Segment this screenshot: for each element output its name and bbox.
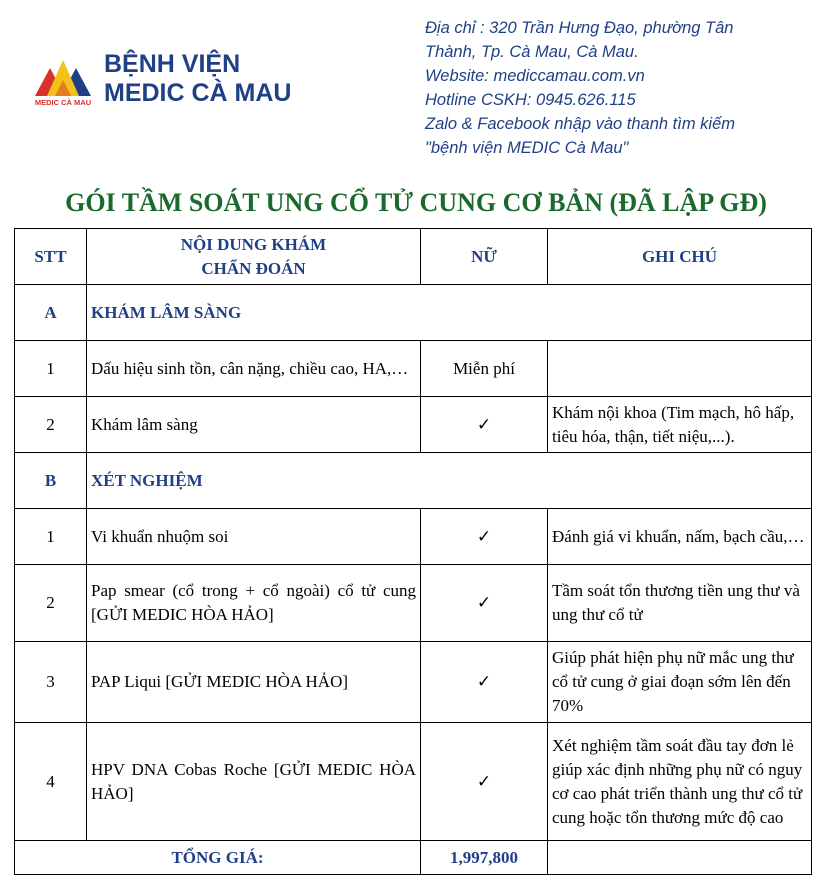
header-stt: STT <box>15 229 87 285</box>
table-row <box>15 565 812 642</box>
check-icon: ✓ <box>421 397 548 453</box>
total-label: TỔNG GIÁ: <box>15 841 421 875</box>
row-note: Xét nghiệm tầm soát đầu tay đơn lẻ giúp xác định những phụ nữ có nguy cơ cao phát triển thành ung thư cổ tử cung hoặc tổn thương mức độ cao <box>548 723 812 841</box>
section-name: KHÁM LÂM SÀNG <box>87 285 812 341</box>
hotline: Hotline CSKH: 0945.626.115 <box>425 91 636 109</box>
section-row-b <box>15 453 812 509</box>
header-content-line2: CHẨN ĐOÁN <box>201 258 306 278</box>
row-content: PAP Liqui [GỬI MEDIC HÒA HẢO] <box>87 642 421 723</box>
total-note-empty <box>548 841 812 875</box>
hospital-logo <box>33 50 93 108</box>
table-row <box>15 642 812 723</box>
check-icon: ✓ <box>421 565 548 642</box>
row-note <box>548 341 812 397</box>
row-stt: 4 <box>15 723 87 841</box>
address-line2: Thành, Tp. Cà Mau, Cà Mau. <box>425 43 639 61</box>
page-title: GÓI TẦM SOÁT UNG CỔ TỬ CUNG CƠ BẢN (ĐÃ LẬP GĐ) <box>65 188 767 217</box>
row-content: Khám lâm sàng <box>87 397 421 453</box>
row-note: Khám nội khoa (Tim mạch, hô hấp, tiêu hóa, thận, tiết niệu,...). <box>548 397 812 453</box>
row-content: Vi khuẩn nhuộm soi <box>87 509 421 565</box>
hospital-name <box>104 50 292 108</box>
row-stt: 3 <box>15 642 87 723</box>
row-stt: 2 <box>15 565 87 642</box>
table-row <box>15 341 812 397</box>
section-row-a <box>15 285 812 341</box>
table-row <box>15 723 812 841</box>
row-stt: 1 <box>15 341 87 397</box>
table-row <box>15 509 812 565</box>
check-icon: ✓ <box>421 509 548 565</box>
total-value: 1,997,800 <box>421 841 548 875</box>
row-content: Pap smear (cổ trong + cổ ngoài) cổ tử cung [GỬI MEDIC HÒA HẢO] <box>87 565 421 642</box>
header-content <box>87 229 421 285</box>
header-note: GHI CHÚ <box>548 229 812 285</box>
header-content-line1: NỘI DUNG KHÁM <box>180 234 327 254</box>
row-female-free: Miễn phí <box>421 341 548 397</box>
address-line1: Địa chỉ : 320 Trần Hưng Đạo, phường Tân <box>425 19 734 37</box>
hospital-name-line2: MEDIC CÀ MAU <box>104 79 292 107</box>
check-icon: ✓ <box>421 642 548 723</box>
section-name: XÉT NGHIỆM <box>87 453 812 509</box>
logo-text: MEDIC CÀ MAU <box>34 98 92 107</box>
website: Website: mediccamau.com.vn <box>425 67 645 85</box>
row-note: Tầm soát tổn thương tiền ung thư và ung thư cổ tử <box>548 565 812 642</box>
row-note: Giúp phát hiện phụ nữ mắc ung thư cổ tử cung ở giai đoạn sớm lên đến 70% <box>548 642 812 723</box>
table-row <box>15 397 812 453</box>
section-code: A <box>15 285 87 341</box>
header-female: NỮ <box>421 229 548 285</box>
check-icon: ✓ <box>421 723 548 841</box>
section-code: B <box>15 453 87 509</box>
row-content: HPV DNA Cobas Roche [GỬI MEDIC HÒA HẢO] <box>87 723 421 841</box>
row-stt: 2 <box>15 397 87 453</box>
row-stt: 1 <box>15 509 87 565</box>
table-header-row <box>15 229 812 285</box>
contact-info <box>425 16 820 160</box>
social-line1: Zalo & Facebook nhập vào thanh tìm kiếm <box>425 115 736 133</box>
social-line2: "bệnh viện MEDIC Cà Mau" <box>425 139 629 157</box>
package-table <box>14 228 812 875</box>
hospital-name-line1: BỆNH VIỆN <box>104 50 241 78</box>
row-note: Đánh giá vi khuẩn, nấm, bạch cầu,… <box>548 509 812 565</box>
total-row <box>15 841 812 875</box>
row-content: Dấu hiệu sinh tồn, cân nặng, chiều cao, HA,… <box>87 341 421 397</box>
